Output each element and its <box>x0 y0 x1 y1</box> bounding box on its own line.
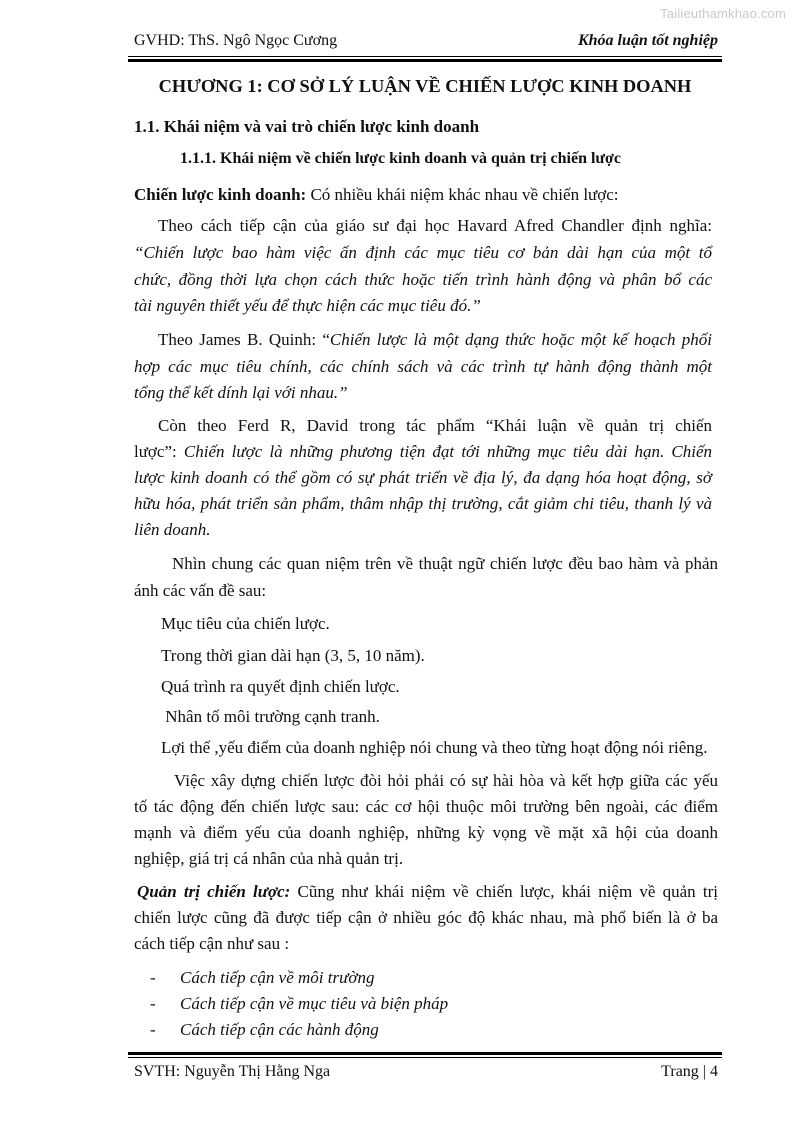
paragraph-line: cách tiếp cận như sau : <box>134 934 290 953</box>
page-number: Trang | 4 <box>661 1063 718 1080</box>
paragraph-line: mạnh và điểm yếu của doanh nghiệp, những kỳ vọng về mặt xã hội của doanh <box>134 823 718 842</box>
definition-text: Cũng như khái niệm về chiến lược, khái niệm về quản trị <box>290 882 718 901</box>
header-doc-type: Khóa luận tốt nghiệp <box>577 32 718 49</box>
list-item: Lợi thế ,yếu điểm của doanh nghiệp nói chung và theo từng hoạt động nói riêng. <box>161 738 708 757</box>
term-strategic-management: Quản trị chiến lược: <box>137 882 291 901</box>
list-item: Nhân tố môi trường cạnh tranh. <box>161 707 380 726</box>
list-item: Mục tiêu của chiến lược. <box>161 614 330 633</box>
paragraph-line: tố tác động đến chiến lược sau: các cơ hội thuộc môi trường bên ngoài, các điểm <box>134 797 718 816</box>
bullet-dash: - <box>150 1020 156 1039</box>
paragraph-line <box>158 330 712 350</box>
list-item: Trong thời gian dài hạn (3, 5, 10 năm). <box>161 646 425 665</box>
paragraph-line: Theo cách tiếp cận của giáo sư đại học Havard Afred Chandler định nghĩa: <box>158 216 712 235</box>
paragraph-line: Nhìn chung các quan niệm trên về thuật ngữ chiến lược đều bao hàm và phản <box>172 554 718 573</box>
quote-text: Chiến lược là những phương tiện đạt tới những mục tiêu dài hạn. Chiến <box>183 442 712 461</box>
paragraph-line: lược kinh doanh có thể gồm có sự phát triển về địa lý, đa dạng hóa hoạt động, sở <box>134 468 712 487</box>
quote-intro: Theo James B. Quinh: “ <box>158 330 330 349</box>
footer-rule-thin <box>128 1057 722 1058</box>
paragraph-line: nghiệp, giá trị cá nhân của nhà quản trị. <box>134 849 404 868</box>
definition-text: Có nhiều khái niệm khác nhau về chiến lược: <box>306 185 619 204</box>
paragraph-line: hợp các mục tiêu chính, các chính sách và các trình tự hành động thành một <box>134 357 712 376</box>
term-strategy: Chiến lược kinh doanh: <box>134 185 307 204</box>
quote-intro: lược”: <box>134 442 184 461</box>
paragraph-line: Việc xây dựng chiến lược đòi hỏi phải có sự hài hòa và kết hợp giữa các yếu <box>174 771 718 790</box>
footer-rule <box>128 1052 722 1055</box>
paragraph-line: tổng thể kết dính lại với nhau.” <box>134 383 348 402</box>
paragraph-line: chức, đồng thời lựa chọn cách thức hoặc tiến trình hành động và phân bổ các <box>134 270 712 289</box>
subsection-heading: 1.1.1. Khái niệm về chiến lược kinh doanh và quản trị chiến lược <box>180 150 621 167</box>
list-item: Cách tiếp cận về mục tiêu và biện pháp <box>180 994 449 1013</box>
list-item: Quá trình ra quyết định chiến lược. <box>161 677 400 696</box>
bullet-dash: - <box>150 968 156 987</box>
paragraph-line: liên doanh. <box>134 520 211 539</box>
header-advisor: GVHD: ThS. Ngô Ngọc Cương <box>134 32 338 49</box>
section-heading: 1.1. Khái niệm và vai trò chiến lược kinh doanh <box>134 117 480 136</box>
paragraph-line: hữu hóa, phát triển sản phẩm, thâm nhập thị trường, cắt giảm chi tiêu, thanh lý và <box>134 494 712 513</box>
header-rule <box>128 59 722 62</box>
paragraph-line <box>134 442 712 462</box>
list-item: Cách tiếp cận các hành động <box>180 1020 379 1039</box>
paragraph-line: “Chiến lược bao hàm việc ấn định các mục tiêu cơ bản dài hạn của một tổ <box>134 243 712 262</box>
list-item: Cách tiếp cận về môi trường <box>180 968 375 987</box>
definition-strategy <box>134 185 619 205</box>
paragraph-line: tài nguyên thiết yếu để thực hiện các mục tiêu đó.” <box>134 296 481 315</box>
quote-text: Chiến lược là một dạng thức hoặc một kế hoạch phối <box>329 330 713 349</box>
chapter-title: CHƯƠNG 1: CƠ SỞ LÝ LUẬN VỀ CHIẾN LƯỢC KINH DOANH <box>158 76 692 96</box>
page-header <box>128 30 722 57</box>
bullet-dash: - <box>150 994 156 1013</box>
watermark: Tailieuthamkhao.com <box>660 6 786 21</box>
paragraph-line: Còn theo Ferd R, David trong tác phẩm “Khái luận về quản trị chiến <box>158 416 712 435</box>
paragraph-line: chiến lược cũng đã được tiếp cận ở nhiều góc độ khác nhau, mà phổ biến là ở ba <box>134 908 718 927</box>
footer-student: SVTH: Nguyễn Thị Hằng Nga <box>134 1063 331 1080</box>
paragraph-line: ánh các vấn đề sau: <box>134 581 267 600</box>
paragraph-line <box>137 882 718 902</box>
